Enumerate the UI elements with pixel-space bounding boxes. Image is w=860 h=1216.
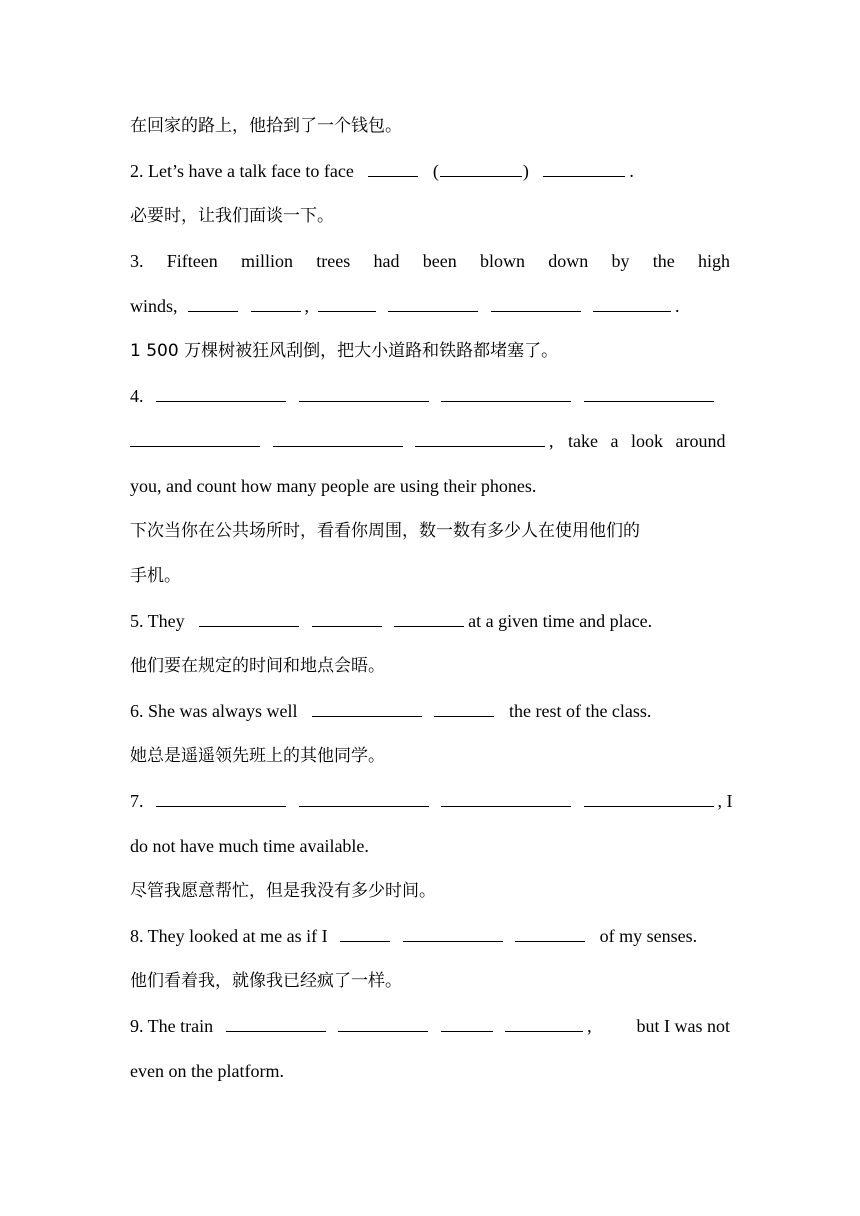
sentence-6-translation: 她总是遥遥领先班上的其他同学。 bbox=[130, 746, 385, 766]
comma: , bbox=[549, 431, 554, 451]
blank[interactable] bbox=[338, 1013, 428, 1032]
blank[interactable] bbox=[415, 428, 545, 447]
comma: , bbox=[587, 1016, 592, 1036]
sentence-number: 4. bbox=[130, 386, 144, 406]
word: high bbox=[697, 251, 730, 271]
word: a bbox=[610, 431, 619, 451]
blank[interactable] bbox=[299, 788, 429, 807]
blank[interactable] bbox=[273, 428, 403, 447]
word: trees bbox=[316, 251, 351, 271]
sentence-7-translation: 尽管我愿意帮忙，但是我没有多少时间。 bbox=[130, 881, 436, 901]
word: million bbox=[241, 251, 294, 271]
blank[interactable] bbox=[388, 293, 478, 312]
blank[interactable] bbox=[318, 293, 376, 312]
sentence-7-continued: do not have much time available. bbox=[130, 836, 369, 856]
blank[interactable] bbox=[156, 788, 286, 807]
blank[interactable] bbox=[394, 608, 464, 627]
blank[interactable] bbox=[312, 608, 382, 627]
sentence-3-text: winds, bbox=[130, 296, 178, 316]
comma: , bbox=[304, 296, 310, 316]
sentence-2 bbox=[130, 149, 730, 194]
blank[interactable] bbox=[403, 923, 503, 942]
blank[interactable] bbox=[491, 293, 581, 312]
sentence-9-text: 9. The train bbox=[130, 1016, 214, 1036]
sentence-3-continued bbox=[130, 284, 730, 329]
blank[interactable] bbox=[434, 698, 494, 717]
blank[interactable] bbox=[441, 383, 571, 402]
blank[interactable] bbox=[593, 293, 671, 312]
blank[interactable] bbox=[441, 1013, 493, 1032]
blank[interactable] bbox=[543, 158, 625, 177]
sentence-5-translation: 他们要在规定的时间和地点会晤。 bbox=[130, 656, 385, 676]
sentence-8 bbox=[130, 914, 730, 959]
blank[interactable] bbox=[156, 383, 286, 402]
blank[interactable] bbox=[299, 383, 429, 402]
sentence-end: . bbox=[675, 296, 680, 316]
sentence-8-end: of my senses. bbox=[599, 926, 698, 946]
sentence-5-text: 5. They bbox=[130, 611, 185, 631]
blank[interactable] bbox=[188, 293, 238, 312]
blank[interactable] bbox=[515, 923, 585, 942]
sentence-6-end: the rest of the class. bbox=[508, 701, 652, 721]
blank[interactable] bbox=[226, 1013, 326, 1032]
blank[interactable] bbox=[251, 293, 301, 312]
word: been bbox=[422, 251, 457, 271]
word: look bbox=[630, 431, 663, 451]
paren-close: ) bbox=[522, 161, 529, 181]
word: down bbox=[548, 251, 589, 271]
word: by bbox=[611, 251, 630, 271]
sentence-8-translation: 他们看着我，就像我已经疯了一样。 bbox=[130, 971, 402, 991]
sentence-5 bbox=[130, 599, 730, 644]
blank[interactable] bbox=[584, 788, 714, 807]
sentence-2-translation: 必要时，让我们面谈一下。 bbox=[130, 206, 334, 226]
blank[interactable] bbox=[312, 698, 422, 717]
word: 3. bbox=[130, 251, 144, 271]
blank[interactable] bbox=[440, 158, 522, 177]
sentence-8-text: 8. They looked at me as if I bbox=[130, 926, 328, 946]
document-body bbox=[130, 104, 733, 1094]
sentence-5-end: at a given time and place. bbox=[468, 611, 653, 631]
blank[interactable] bbox=[199, 608, 299, 627]
sentence-9 bbox=[130, 1004, 730, 1049]
paren-open: ( bbox=[432, 161, 439, 181]
sentence-4-translation: 下次当你在公共场所时，看看你周围，数一数有多少人在使用他们的 bbox=[130, 521, 640, 541]
sentence-9-continued: even on the platform. bbox=[130, 1061, 284, 1081]
word: blown bbox=[479, 251, 525, 271]
blank[interactable] bbox=[584, 383, 714, 402]
word: the bbox=[652, 251, 675, 271]
sentence-9-end: but I was not bbox=[636, 1016, 730, 1036]
word: Fifteen bbox=[166, 251, 218, 271]
sentence-4-end: you, and count how many people are using their phones. bbox=[130, 476, 537, 496]
sentence-6-text: 6. She was always well bbox=[130, 701, 298, 721]
sentence-4-continued bbox=[130, 419, 730, 464]
sentence-6 bbox=[130, 689, 730, 734]
word: around bbox=[675, 431, 726, 451]
sentence-7 bbox=[130, 779, 733, 824]
sentence-4-translation-continued: 手机。 bbox=[130, 566, 181, 586]
blank[interactable] bbox=[368, 158, 418, 177]
blank[interactable] bbox=[340, 923, 390, 942]
sentence-1-translation: 在回家的路上，他拾到了一个钱包。 bbox=[130, 116, 402, 136]
sentence-3 bbox=[130, 239, 730, 284]
blank[interactable] bbox=[441, 788, 571, 807]
word: take bbox=[568, 431, 598, 451]
sentence-number: 7. bbox=[130, 791, 144, 811]
sentence-3-translation: 1 500 万棵树被狂风刮倒，把大小道路和铁路都堵塞了。 bbox=[130, 341, 559, 361]
sentence-4 bbox=[130, 374, 730, 419]
sentence-7-text: , I bbox=[717, 791, 733, 811]
word: had bbox=[373, 251, 400, 271]
sentence-end: . bbox=[629, 161, 634, 181]
sentence-2-text: 2. Let’s have a talk face to face bbox=[130, 161, 354, 181]
blank[interactable] bbox=[130, 428, 260, 447]
blank[interactable] bbox=[505, 1013, 583, 1032]
